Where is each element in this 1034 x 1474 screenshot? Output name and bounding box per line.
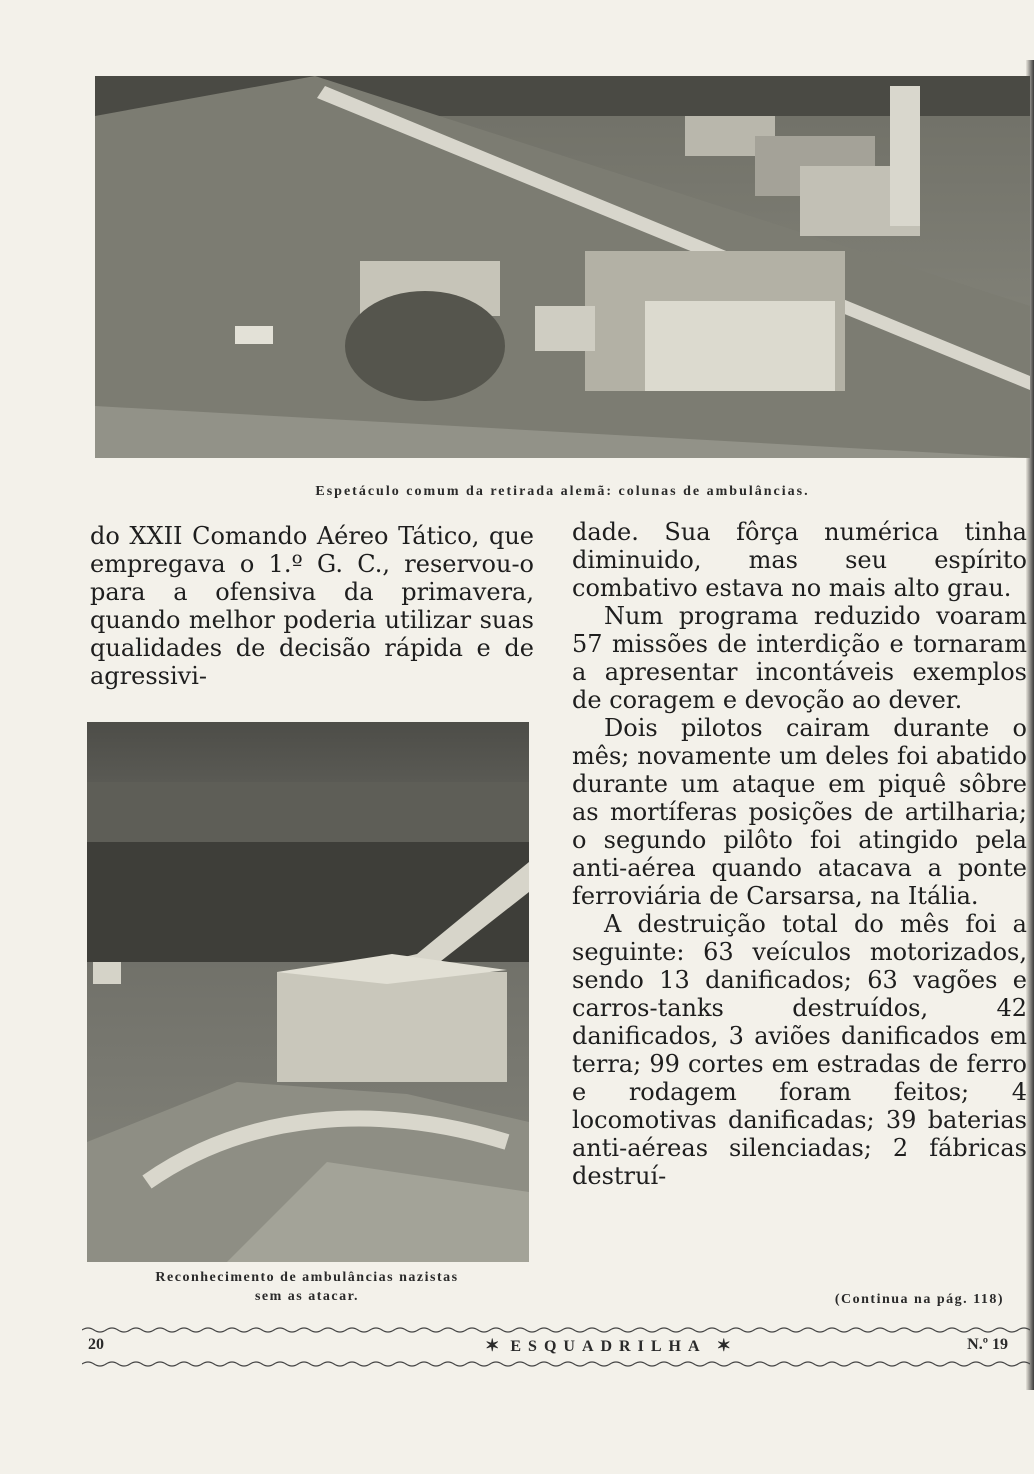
right-paragraph-3: Dois pilotos cairam durante o mês; novamente um deles foi abatido durante um ataque em piquê sôbre as mortíferas posições de artilharia; o segundo pilôto foi atingido pela anti-aérea quando atacava a ponte ferroviária de Carsarsa, na Itália.: [572, 714, 1027, 910]
footer-wavy-rule-bottom: [82, 1360, 1030, 1368]
magazine-name: ESQUADRILHA: [510, 1338, 706, 1355]
page-number: 20: [88, 1336, 104, 1353]
page-footer: [88, 1336, 1008, 1360]
right-column: [572, 518, 1027, 1190]
bottom-photo-caption: [92, 1268, 522, 1306]
magazine-title: [378, 1336, 838, 1356]
star-icon: ✶: [716, 1336, 731, 1355]
right-paragraph-2: Num programa reduzido voaram 57 missões de interdição e tornaram a apresentar incontáveis exemplos de coragem e devoção ao dever.: [572, 602, 1027, 714]
footer-wavy-rule-top: [82, 1326, 1030, 1334]
issue-number: N.º 19: [967, 1336, 1008, 1353]
bottom-aerial-photo: [87, 722, 529, 1262]
star-icon: ✶: [485, 1336, 500, 1355]
top-aerial-photo: [95, 76, 1030, 458]
bottom-caption-line1: Reconhecimento de ambulâncias nazistas: [155, 1270, 459, 1285]
continued-note: (Continua na pág. 118): [834, 1292, 1004, 1307]
right-paragraph-1: dade. Sua fôrça numérica tinha diminuido, mas seu espírito combativo estava no mais alto grau.: [572, 518, 1027, 602]
bottom-caption-line2: sem as atacar.: [254, 1289, 360, 1304]
right-paragraph-4: A destruição total do mês foi a seguinte: 63 veículos motorizados, sendo 13 danificados; 63 vagões e carros-tanks destruídos, 42 danificados, 3 aviões danificados em terra; 99 cortes em estradas de ferro e rodagem foram feitos; 4 locomotivas danificadas; 39 baterias anti-aéreas silenciadas; 2 fábricas destruí-: [572, 910, 1027, 1190]
top-photo-caption: Espetáculo comum da retirada alemã: colunas de ambulâncias.: [315, 484, 810, 499]
left-column: [90, 522, 534, 690]
left-column-paragraph: do XXII Comando Aéreo Tático, que empregava o 1.º G. C., reservou-o para a ofensiva da primavera, quando melhor poderia utilizar suas qualidades de decisão rápida e de agressivi-: [90, 522, 534, 690]
